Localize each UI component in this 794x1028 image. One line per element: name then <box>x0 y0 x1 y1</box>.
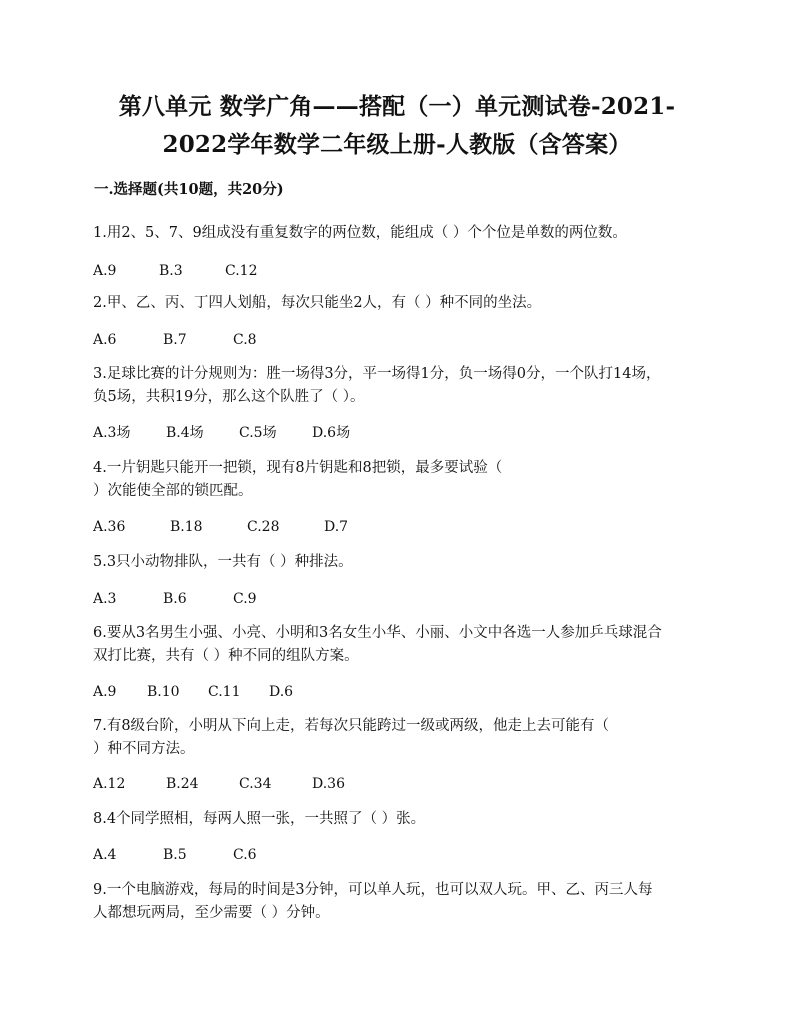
question-8-options <box>93 845 257 865</box>
question-3-text-line-1: 3.足球比赛的计分规则为：胜一场得3分，平一场得1分，负一场得0分，一个队打14场， <box>93 366 661 382</box>
option-a: A.9 <box>93 263 117 279</box>
option-b: B.6 <box>163 591 187 607</box>
option-d: D.36 <box>312 776 345 792</box>
question-3 <box>93 363 705 409</box>
option-a: A.9 <box>93 684 117 700</box>
question-2-options <box>93 330 257 350</box>
option-a: A.3场 <box>93 425 131 441</box>
question-4-text-line-1: 4.一片钥匙只能开一把锁，现有8片钥匙和8把锁，最多要试验（ <box>93 460 503 476</box>
option-c: C.12 <box>225 263 258 279</box>
question-7-text-line-2: ）种不同方法。 <box>93 741 195 757</box>
section-heading: 一.选择题(共10题，共20分) <box>94 181 284 198</box>
option-c: C.6 <box>233 847 257 863</box>
question-5 <box>93 551 705 574</box>
option-a: A.12 <box>93 776 126 792</box>
option-b: B.24 <box>166 776 199 792</box>
question-7 <box>93 715 705 761</box>
option-c: C.34 <box>239 776 272 792</box>
question-9-text-line-2: 人都想玩两局，至少需要（ ）分钟。 <box>93 905 330 921</box>
question-8 <box>93 808 705 831</box>
question-6 <box>93 622 705 668</box>
question-8-text: 8.4个同学照相，每两人照一张，一共照了（ ）张。 <box>93 811 426 827</box>
option-b: B.5 <box>163 847 187 863</box>
option-c: C.9 <box>233 591 257 607</box>
option-c: C.11 <box>208 684 241 700</box>
question-2-text: 2.甲、乙、丙、丁四人划船，每次只能坐2人，有（ ）种不同的坐法。 <box>93 295 542 311</box>
option-b: B.3 <box>159 263 183 279</box>
option-d: D.6 <box>269 684 294 700</box>
question-3-text-line-2: 负5场，共积19分，那么这个队胜了（ ）。 <box>93 389 365 405</box>
question-6-text-line-2: 双打比赛，共有（ ）种不同的组队方案。 <box>93 648 359 664</box>
question-1-text: 1.用2、5、7、9组成没有重复数字的两位数，能组成（ ）个个位是单数的两位数。 <box>93 225 627 241</box>
option-b: B.18 <box>170 519 203 535</box>
question-1-options <box>93 261 257 281</box>
option-d: D.6场 <box>312 425 351 441</box>
question-6-text-line-1: 6.要从3名男生小强、小亮、小明和3名女生小华、小丽、小文中各选一人参加乒乓球混合 <box>93 625 662 641</box>
option-b: B.7 <box>163 332 187 348</box>
option-b: B.4场 <box>166 425 204 441</box>
question-5-text: 5.3只小动物排队，一共有（ ）种排法。 <box>93 554 353 570</box>
question-5-options <box>93 589 257 609</box>
question-2 <box>93 292 705 315</box>
option-c: C.5场 <box>239 425 277 441</box>
question-7-options <box>93 774 345 794</box>
question-4-text-line-2: ）次能使全部的锁匹配。 <box>93 483 253 499</box>
question-9-text-line-1: 9.一个电脑游戏，每局的时间是3分钟，可以单人玩，也可以双人玩。甲、乙、丙三人每 <box>93 882 653 898</box>
question-4 <box>93 457 705 503</box>
option-c: C.28 <box>247 519 280 535</box>
question-3-options <box>93 423 350 443</box>
option-b: B.10 <box>147 684 180 700</box>
option-d: D.7 <box>324 519 349 535</box>
option-a: A.6 <box>93 332 117 348</box>
exam-title-line-2: 2022学年数学二年级上册-人教版（含答案） <box>162 131 632 158</box>
option-a: A.4 <box>93 847 117 863</box>
question-7-text-line-1: 7.有8级台阶，小明从下向上走，若每次只能跨过一级或两级，他走上去可能有（ <box>93 718 610 734</box>
option-c: C.8 <box>233 332 257 348</box>
question-9 <box>93 879 705 925</box>
option-a: A.36 <box>93 519 126 535</box>
question-1 <box>93 222 705 245</box>
question-4-options <box>93 517 348 537</box>
option-a: A.3 <box>93 591 117 607</box>
exam-title-line-1: 第八单元 数学广角——搭配（一）单元测试卷-2021- <box>118 93 676 120</box>
question-6-options <box>93 682 293 702</box>
